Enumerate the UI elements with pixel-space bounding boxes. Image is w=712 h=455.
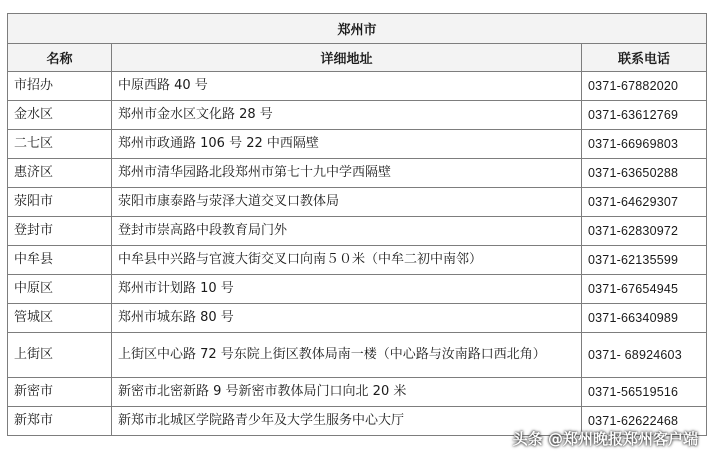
row-address: 荥阳市康泰路与荥泽大道交叉口教体局 [112, 188, 582, 217]
row-address: 中牟县中兴路与官渡大街交叉口向南５０米（中牟二初中南邻） [112, 246, 582, 275]
table-title: 郑州市 [8, 14, 707, 44]
row-address: 中原西路 40 号 [112, 72, 582, 101]
row-address: 郑州市政通路 106 号 22 中西隔壁 [112, 130, 582, 159]
table-row [8, 246, 707, 275]
row-name: 上街区 [8, 333, 112, 378]
row-phone: 0371-62830972 [582, 217, 707, 246]
title-row [8, 14, 707, 44]
table-row [8, 333, 707, 378]
table-row [8, 275, 707, 304]
row-name: 荥阳市 [8, 188, 112, 217]
row-address: 登封市崇高路中段教育局门外 [112, 217, 582, 246]
row-name: 市招办 [8, 72, 112, 101]
header-address: 详细地址 [112, 44, 582, 72]
row-address: 郑州市清华园路北段郑州市第七十九中学西隔壁 [112, 159, 582, 188]
row-phone: 0371-63612769 [582, 101, 707, 130]
row-name: 金水区 [8, 101, 112, 130]
row-address: 郑州市城东路 80 号 [112, 304, 582, 333]
row-name: 新郑市 [8, 407, 112, 436]
row-phone: 0371-64629307 [582, 188, 707, 217]
row-address: 郑州市计划路 10 号 [112, 275, 582, 304]
row-phone: 0371-62622468 [582, 407, 707, 436]
row-address: 新郑市北城区学院路青少年及大学生服务中心大厅 [112, 407, 582, 436]
header-name: 名称 [8, 44, 112, 72]
row-name: 管城区 [8, 304, 112, 333]
row-name: 中原区 [8, 275, 112, 304]
table-row [8, 159, 707, 188]
row-address: 上街区中心路 72 号东院上街区教体局南一楼（中心路与汝南路口西北角） [112, 333, 582, 378]
table-row [8, 72, 707, 101]
table-row [8, 130, 707, 159]
row-address: 新密市北密新路 9 号新密市教体局门口向北 20 米 [112, 378, 582, 407]
row-name: 登封市 [8, 217, 112, 246]
row-phone: 0371-66969803 [582, 130, 707, 159]
table-row [8, 304, 707, 333]
contact-table-container [7, 13, 706, 436]
header-phone: 联系电话 [582, 44, 707, 72]
row-name: 惠济区 [8, 159, 112, 188]
row-phone: 0371-67654945 [582, 275, 707, 304]
table-row [8, 188, 707, 217]
row-phone: 0371- 68924603 [582, 333, 707, 378]
header-row [8, 44, 707, 72]
row-phone: 0371-62135599 [582, 246, 707, 275]
row-name: 二七区 [8, 130, 112, 159]
row-address: 郑州市金水区文化路 28 号 [112, 101, 582, 130]
row-phone: 0371-56519516 [582, 378, 707, 407]
row-phone: 0371-66340989 [582, 304, 707, 333]
row-name: 新密市 [8, 378, 112, 407]
contact-table [7, 13, 707, 436]
row-name: 中牟县 [8, 246, 112, 275]
row-phone: 0371-67882020 [582, 72, 707, 101]
row-phone: 0371-63650288 [582, 159, 707, 188]
watermark: 头条 @郑州晚报郑州客户端 [512, 430, 698, 448]
table-row [8, 378, 707, 407]
table-row [8, 217, 707, 246]
table-row [8, 101, 707, 130]
